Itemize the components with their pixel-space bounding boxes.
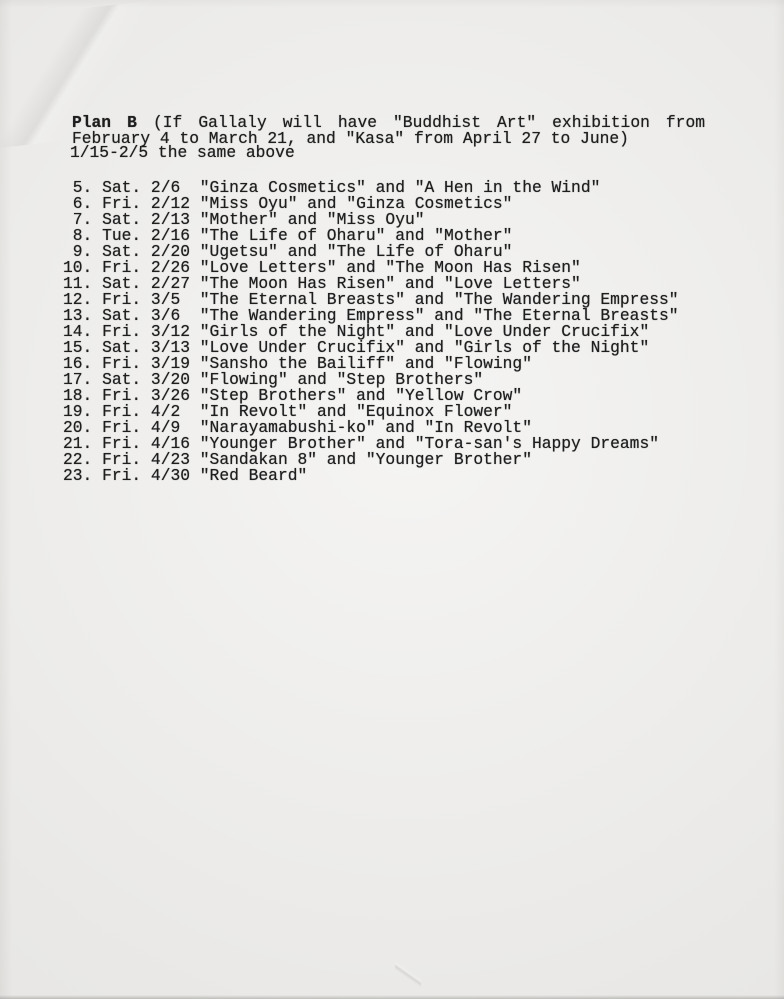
schedule-line: 9. Sat. 2/20 "Ugetsu" and "The Life of Oharu" — [63, 242, 513, 261]
schedule-list — [63, 180, 679, 484]
schedule-line: 14. Fri. 3/12 "Girls of the Night" and "Love Under Crucifix" — [63, 322, 650, 341]
schedule-line: 10. Fri. 2/26 "Love Letters" and "The Moon Has Risen" — [63, 258, 581, 277]
schedule-line: 22. Fri. 4/23 "Sandakan 8" and "Younger Brother" — [63, 450, 532, 469]
schedule-line: 6. Fri. 2/12 "Miss Oyu" and "Ginza Cosmetics" — [63, 194, 513, 213]
schedule-line: 8. Tue. 2/16 "The Life of Oharu" and "Mother" — [63, 226, 513, 245]
plan-description: (If Gallaly will have "Buddhist Art" exhibition from February 4 to March 21, and "Kasa" from April 27 to June) — [72, 113, 705, 149]
schedule-line: 7. Sat. 2/13 "Mother" and "Miss Oyu" — [63, 210, 425, 229]
schedule-line: 11. Sat. 2/27 "The Moon Has Risen" and "Love Letters" — [63, 274, 581, 293]
schedule-line: 17. Sat. 3/20 "Flowing" and "Step Brothers" — [63, 370, 484, 389]
paper-crease-bottom — [395, 962, 421, 988]
schedule-line: 18. Fri. 3/26 "Step Brothers" and "Yellow Crow" — [63, 386, 523, 405]
schedule-line: 5. Sat. 2/6 "Ginza Cosmetics" and "A Hen in the Wind" — [63, 178, 601, 197]
schedule-line: 16. Fri. 3/19 "Sansho the Bailiff" and "Flowing" — [63, 354, 532, 373]
schedule-line: 23. Fri. 4/30 "Red Beard" — [63, 466, 308, 485]
schedule-line: 19. Fri. 4/2 "In Revolt" and "Equinox Flower" — [63, 402, 513, 421]
schedule-line: 12. Fri. 3/5 "The Eternal Breasts" and "The Wandering Empress" — [63, 290, 679, 309]
note-line: 1/15-2/5 the same above — [70, 143, 295, 162]
schedule-line: 15. Sat. 3/13 "Love Under Crucifix" and "Girls of the Night" — [63, 338, 650, 357]
schedule-line: 20. Fri. 4/9 "Narayamabushi-ko" and "In Revolt" — [63, 418, 532, 437]
plan-title: Plan B — [72, 113, 137, 133]
schedule-line: 21. Fri. 4/16 "Younger Brother" and "Tora-san's Happy Dreams" — [63, 434, 659, 453]
schedule-line: 13. Sat. 3/6 "The Wandering Empress" and "The Eternal Breasts" — [63, 306, 679, 325]
